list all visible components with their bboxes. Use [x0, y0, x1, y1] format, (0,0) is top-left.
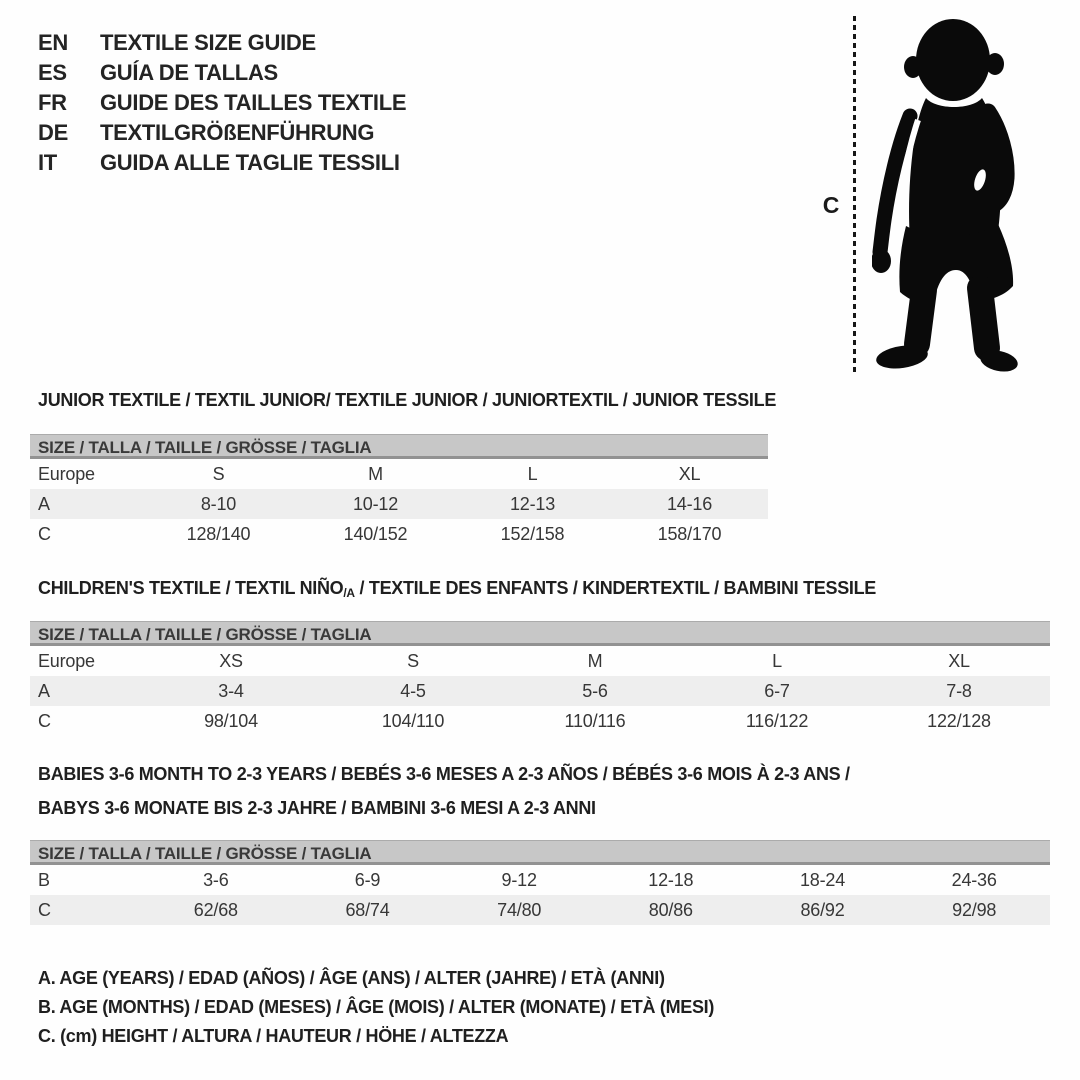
language-label: TEXTILE SIZE GUIDE: [100, 30, 316, 55]
cell: 5-6: [582, 680, 608, 701]
cell: M: [587, 650, 603, 671]
cell: S: [212, 463, 225, 484]
section-title-junior: JUNIOR TEXTILE / TEXTIL JUNIOR/ TEXTILE JUNIOR / JUNIORTEXTIL / JUNIOR TESSILE: [38, 390, 777, 410]
cell: 128/140: [186, 523, 251, 544]
cell: 18-24: [799, 869, 846, 890]
cell: 110/116: [564, 710, 626, 731]
row-label: Europe: [38, 463, 95, 484]
toddler-silhouette: [872, 14, 1024, 376]
cell: 12-18: [648, 869, 694, 890]
table-row: [30, 459, 768, 489]
left-leg: [917, 290, 924, 344]
cell: XS: [219, 650, 243, 671]
legend: [38, 964, 714, 1051]
cell: 14-16: [666, 493, 713, 514]
cell: 24-36: [951, 869, 997, 890]
size-table-children: [30, 621, 1050, 736]
cell: M: [368, 463, 383, 484]
language-code: FR: [38, 90, 67, 115]
language-code: ES: [38, 60, 67, 85]
right-leg: [980, 288, 987, 348]
cell: XL: [948, 650, 970, 671]
table-row: [30, 865, 1050, 895]
cell: 74/80: [497, 899, 542, 920]
cell: 7-8: [946, 680, 972, 701]
row-label: A: [38, 680, 50, 701]
cell: 116/122: [745, 710, 809, 731]
height-measure-label-c: C: [822, 192, 840, 218]
size-table-junior: [30, 434, 768, 549]
height-measure-dashed-line: [853, 16, 856, 374]
table-row: [30, 519, 768, 549]
language-code: IT: [38, 150, 57, 175]
section-title-text: CHILDREN'S TEXTILE / TEXTIL NIÑO: [38, 578, 344, 598]
section-title-children: [38, 577, 876, 601]
size-table-babies: [30, 840, 1050, 925]
row-label: C: [38, 523, 51, 544]
row-label: C: [38, 710, 51, 731]
legend-line-c: C. (cm) HEIGHT / ALTURA / HAUTEUR / HÖHE / ALTEZZA: [38, 1026, 509, 1046]
table-row: [30, 646, 1050, 676]
language-list: [38, 31, 406, 174]
cell: 6-9: [354, 869, 381, 890]
cell: 6-7: [764, 680, 790, 701]
legend-line-a: A. AGE (YEARS) / EDAD (AÑOS) / ÂGE (ANS) / ALTER (JAHRE) / ETÀ (ANNI): [38, 968, 665, 988]
legend-line-b: B. AGE (MONTHS) / EDAD (MESES) / ÂGE (MOIS) / ALTER (MONATE) / ETÀ (MESI): [38, 997, 715, 1017]
row-label: B: [38, 869, 50, 890]
table-row: [30, 489, 768, 519]
cell: 10-12: [352, 493, 399, 514]
cell: 68/74: [345, 899, 390, 920]
language-code: DE: [38, 120, 68, 145]
table-row: [30, 706, 1050, 736]
cell: S: [407, 650, 419, 671]
row-label: A: [38, 493, 50, 514]
cell: 62/68: [193, 899, 238, 920]
cell: 4-5: [400, 680, 426, 701]
cell: L: [527, 463, 538, 484]
row-label: Europe: [38, 650, 95, 671]
cell: 9-12: [501, 869, 537, 890]
cell: 80/86: [648, 899, 693, 920]
table-row: [30, 676, 1050, 706]
cell: L: [772, 650, 782, 671]
cell: 92/98: [952, 899, 997, 920]
table-row: [30, 895, 1050, 925]
section-title-subscript: /A: [343, 586, 355, 600]
cell: 140/152: [343, 523, 408, 544]
language-label: GUÍA DE TALLAS: [100, 60, 278, 85]
cell: 3-6: [203, 869, 229, 890]
row-label: C: [38, 899, 51, 920]
cell: 158/170: [657, 523, 722, 544]
language-label: GUIDA ALLE TAGLIE TESSILI: [100, 150, 400, 175]
cell: 3-4: [218, 680, 244, 701]
section-title-text: / TEXTILE DES ENFANTS / KINDERTEXTIL / BAMBINI TESSILE: [354, 578, 876, 598]
size-table-header: SIZE / TALLA / TAILLE / GRÖSSE / TAGLIA: [30, 840, 1050, 865]
size-table-header: SIZE / TALLA / TAILLE / GRÖSSE / TAGLIA: [30, 434, 768, 459]
cell: 98/104: [204, 710, 258, 731]
cell: 152/158: [500, 523, 565, 544]
left-hand: [872, 249, 891, 273]
head: [916, 19, 990, 101]
cell: 8-10: [200, 493, 237, 514]
cell: 122/128: [927, 710, 991, 731]
language-label: TEXTILGRÖßENFÜHRUNG: [100, 120, 375, 145]
section-title-line2: BABYS 3-6 MONATE BIS 2-3 JAHRE / BAMBINI 3-6 MESI A 2-3 ANNI: [38, 798, 596, 818]
cell: 104/110: [381, 710, 445, 731]
language-code: EN: [38, 30, 68, 55]
size-table-header: SIZE / TALLA / TAILLE / GRÖSSE / TAGLIA: [30, 621, 1050, 646]
section-title-line1: BABIES 3-6 MONTH TO 2-3 YEARS / BEBÉS 3-6 MESES A 2-3 AÑOS / BÉBÉS 3-6 MOIS À 2-3 ANS /: [38, 764, 850, 784]
cell: XL: [678, 463, 701, 484]
cell: 12-13: [509, 493, 556, 514]
cell: 86/92: [800, 899, 845, 920]
language-label: GUIDE DES TAILLES TEXTILE: [100, 90, 407, 115]
section-title-babies: [38, 757, 1048, 825]
